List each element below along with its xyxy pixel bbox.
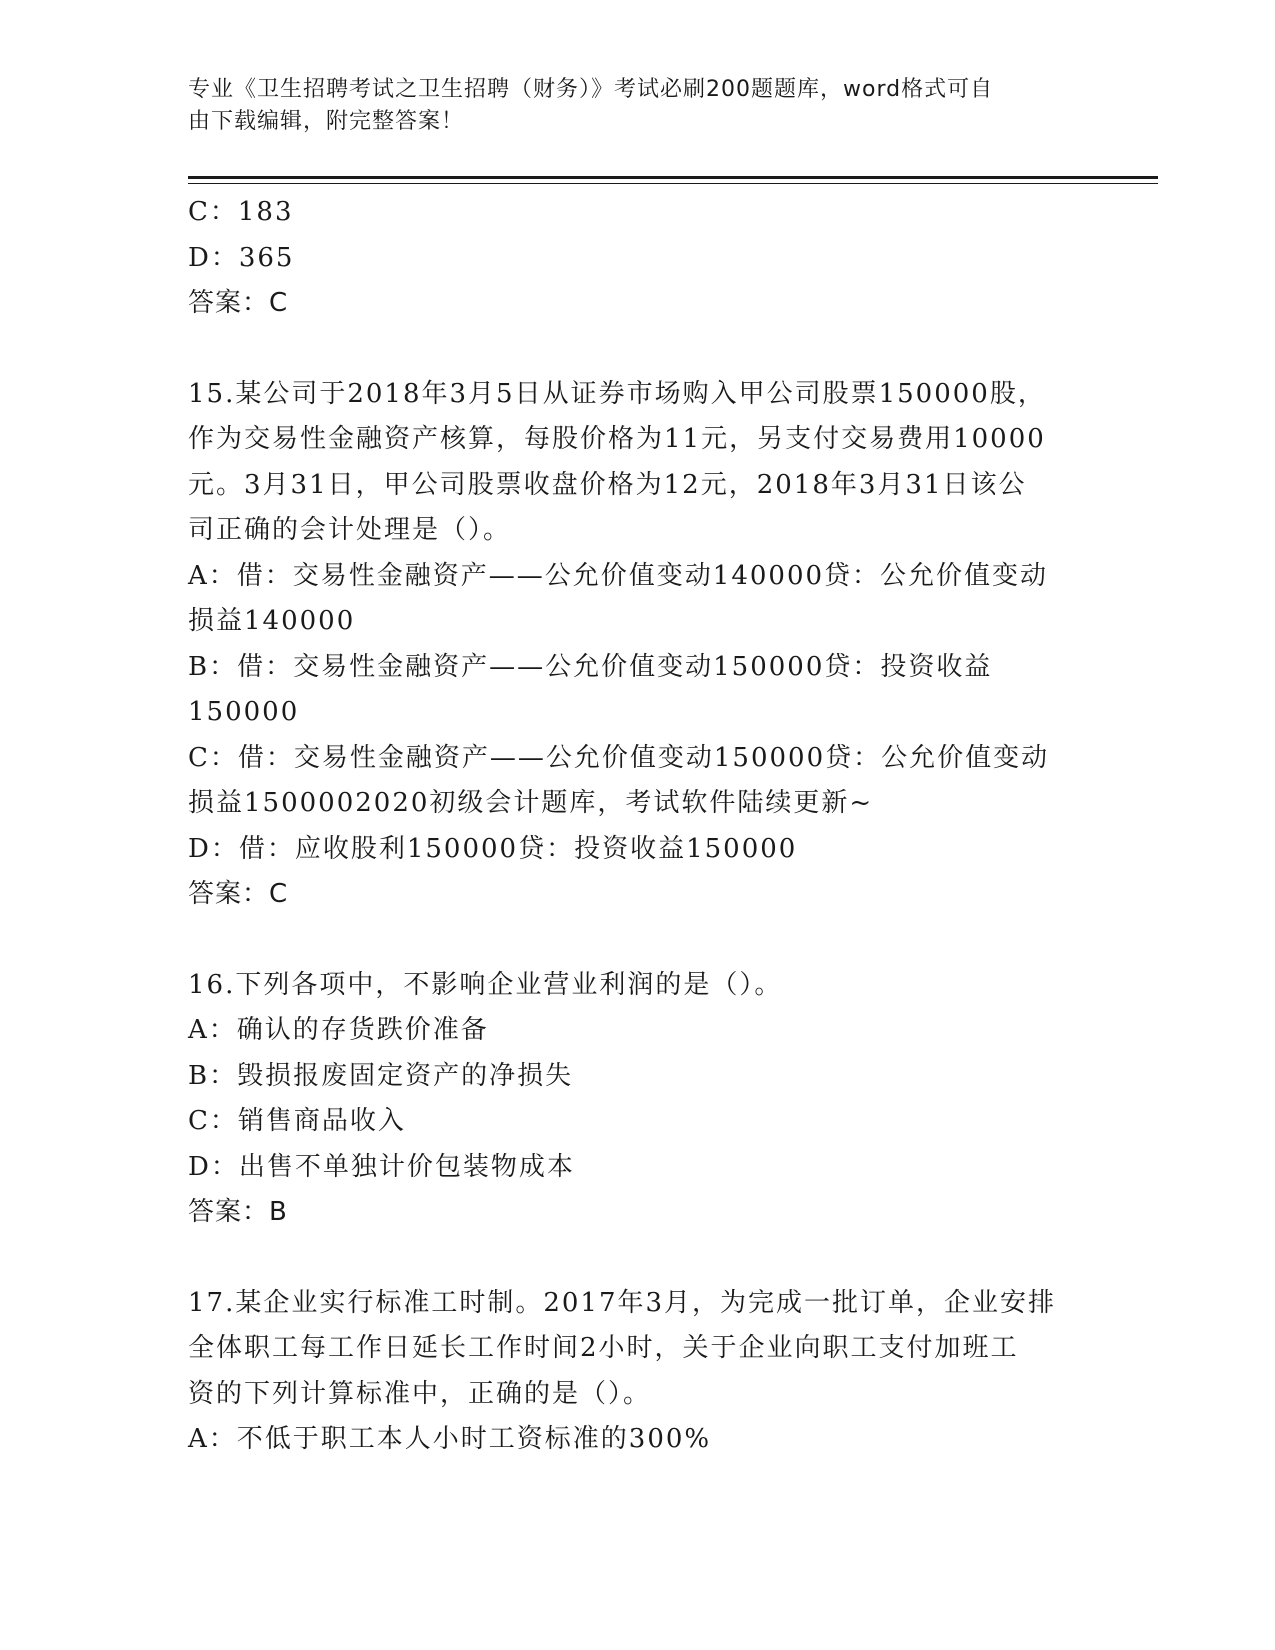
- q15-option-c: C：借：交易性金融资产——公允价值变动150000贷：公允价值变动: [188, 742, 1050, 773]
- q16-option-d: D：出售不单独计价包装物成本: [188, 1151, 575, 1182]
- spacer: [188, 918, 1088, 963]
- document-header: [188, 74, 1068, 138]
- q15-stem-line: 司正确的会计处理是（）。: [188, 515, 512, 545]
- q15-stem-line: 作为交易性金融资产核算，每股价格为11元，另支付交易费用10000: [188, 424, 1046, 454]
- q17-stem-line: 17.某企业实行标准工时制。2017年3月，为完成一批订单，企业安排: [188, 1287, 1057, 1318]
- header-line-1: 专业《卫生招聘考试之卫生招聘（财务）》考试必刷200题题库，word格式可自: [188, 77, 994, 102]
- q16-option-c: C：销售商品收入: [188, 1106, 406, 1136]
- header-line-2: 由下载编辑，附完整答案！: [188, 109, 465, 134]
- q16-answer: 答案：B: [188, 1197, 288, 1227]
- q15-option-a: A：借：交易性金融资产——公允价值变动140000贷：公允价值变动: [188, 560, 1049, 591]
- q15-option-b-cont: 150000: [188, 697, 300, 727]
- header-divider-thick: [188, 176, 1158, 179]
- q17-stem-line: 资的下列计算标准中，正确的是（）。: [188, 1378, 652, 1409]
- q17-option-a: A：不低于职工本人小时工资标准的300%: [188, 1424, 712, 1454]
- q15-option-c-cont: 损益1500002020初级会计题库，考试软件陆续更新~: [188, 788, 874, 818]
- spacer: [188, 327, 1088, 372]
- q17-stem-line: 全体职工每工作日延长工作时间2小时，关于企业向职工支付加班工: [188, 1333, 1019, 1363]
- q14-option-d: D：365: [188, 242, 295, 273]
- q15-stem-line: 元。3月31日，甲公司股票收盘价格为12元，2018年3月31日该公: [188, 469, 1027, 500]
- q15-option-d: D：借：应收股利150000贷：投资收益150000: [188, 833, 798, 864]
- q15-option-b: B：借：交易性金融资产——公允价值变动150000贷：投资收益: [188, 651, 993, 682]
- q16-option-b: B：毁损报废固定资产的净损失: [188, 1060, 574, 1091]
- q15-option-a-cont: 损益140000: [188, 606, 356, 636]
- q14-answer: 答案：C: [188, 288, 289, 318]
- q14-option-c: C：183: [188, 197, 294, 227]
- header-divider-thin: [188, 183, 1158, 184]
- spacer: [188, 1236, 1088, 1281]
- question-content: [188, 190, 1088, 1463]
- q15-answer: 答案：C: [188, 879, 289, 909]
- q16-option-a: A：确认的存货跌价准备: [188, 1015, 489, 1045]
- q16-stem: 16.下列各项中，不影响企业营业利润的是（）。: [188, 969, 783, 1000]
- q15-stem-line: 15.某公司于2018年3月5日从证券市场购入甲公司股票150000股，: [188, 378, 1046, 409]
